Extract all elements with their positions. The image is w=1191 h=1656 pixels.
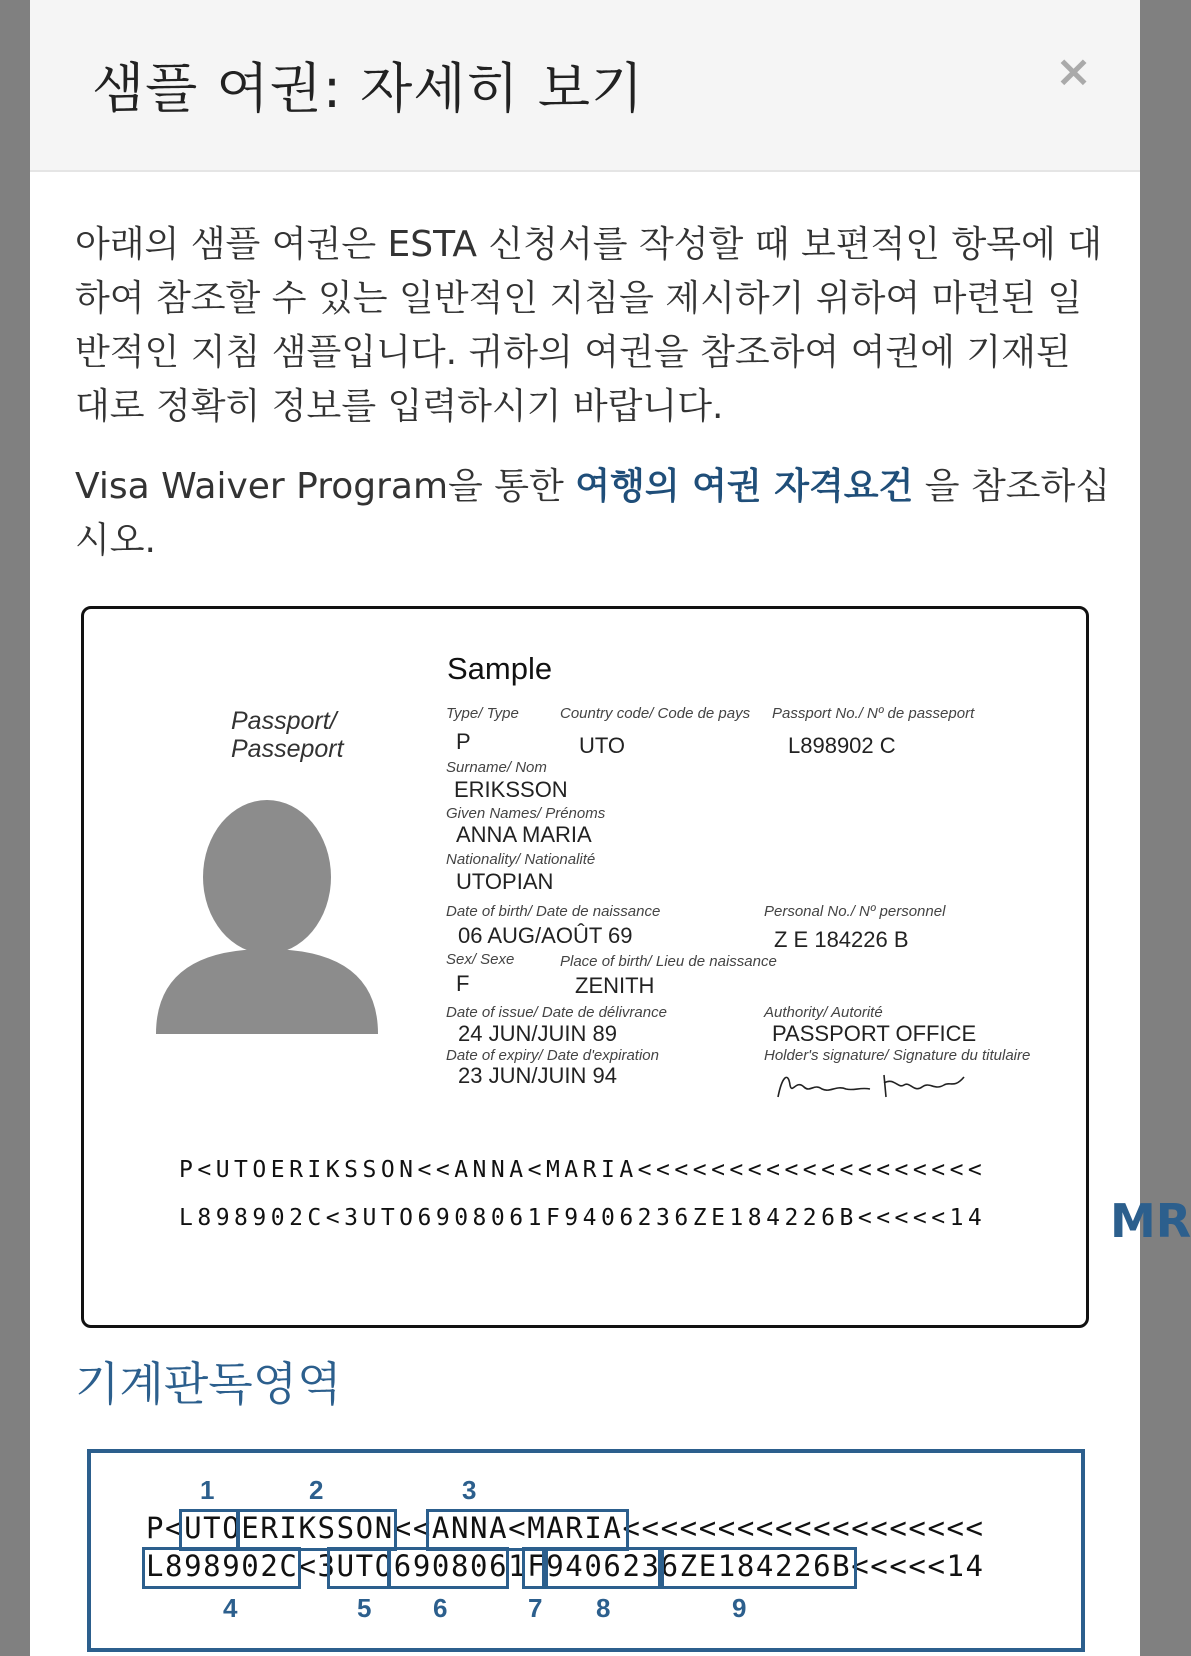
dob-label: Date of birth/ Date de naissance (446, 903, 661, 920)
passport-header-en: Passport/ (231, 707, 337, 735)
type-label: Type/ Type (446, 705, 519, 722)
mrz-callout-9: 9 (732, 1593, 747, 1623)
cut-off-side-label: MR (1110, 1194, 1191, 1248)
holder-signature (774, 1067, 974, 1103)
passport-header (231, 707, 344, 763)
personal-no-label: Personal No./ Nº personnel (764, 903, 946, 920)
type-value: P (456, 729, 471, 754)
passport-mrz-line-2: L898902C<3UTO6908061F9406236ZE184226B<<<<<14 (179, 1205, 987, 1231)
nationality-label: Nationality/ Nationalité (446, 851, 596, 868)
vwp-prefix: Visa Waiver Program을 통한 (75, 466, 576, 507)
photo-placeholder-icon (154, 799, 380, 1035)
mrz-diagram-line-2: L898902C<3UTO6908061F9406236ZE184226B<<<<<14 (146, 1549, 985, 1583)
pob-value: ZENITH (575, 973, 655, 998)
expiry-label: Date of expiry/ Date d'expiration (446, 1047, 659, 1064)
passport-no-label: Passport No./ Nº de passeport (772, 705, 975, 722)
mrz-callout-3: 3 (462, 1475, 477, 1505)
dob-value: 06 AUG/AOÛT 69 (458, 923, 633, 948)
sex-value: F (456, 971, 470, 996)
modal-header (30, 0, 1140, 172)
intro-text: 아래의 샘플 여권은 ESTA 신청서를 작성할 때 보편적인 항목에 대하여 참조할 수 있는 일반적인 지침을 제시하기 위하여 마련된 일반적인 지침 샘플입니다. 귀하의 여권을 참조하여 여권에 기재된 대로 정확히 정보를 입력하시기 바랍니다. (75, 224, 1103, 427)
mrz-box-nationality (327, 1547, 391, 1589)
personal-no-value: Z E 184226 B (774, 927, 909, 952)
surname-label: Surname/ Nom (446, 759, 547, 776)
sample-passport-modal (30, 0, 1140, 1656)
authority-label: Authority/ Autorité (764, 1004, 883, 1021)
modal-title: 샘플 여권: 자세히 보기 (92, 57, 645, 120)
sex-label: Sex/ Sexe (446, 951, 515, 968)
country-value: UTO (579, 733, 626, 758)
issue-label: Date of issue/ Date de délivrance (446, 1004, 667, 1021)
vwp-paragraph (75, 460, 1115, 568)
mrz-box-birth-date (387, 1547, 509, 1589)
pob-label: Place of birth/ Lieu de naissance (560, 953, 777, 970)
mrz-box-surname (236, 1509, 397, 1551)
given-names-label: Given Names/ Prénoms (446, 805, 606, 822)
mrz-callout-5: 5 (357, 1593, 372, 1623)
vwp-suffix: 을 참조하십시오. (75, 466, 1111, 561)
mrz-box-country (179, 1509, 240, 1551)
mrz-box-personal-no (658, 1547, 857, 1589)
nationality-value: UTOPIAN (456, 869, 554, 894)
mrz-box-given-names (426, 1509, 629, 1551)
passport-mrz-line-1: P<UTOERIKSSON<<ANNA<MARIA<<<<<<<<<<<<<<<<<<< (179, 1157, 987, 1183)
issue-value: 24 JUN/JUIN 89 (458, 1021, 617, 1046)
mrz-callout-1: 1 (200, 1475, 215, 1505)
mrz-callout-8: 8 (596, 1593, 611, 1623)
close-button[interactable]: × (1055, 46, 1092, 97)
sample-label: Sample (447, 651, 553, 686)
mrz-section-title: 기계판독영역 (75, 1357, 342, 1411)
passport-header-fr: Passeport (231, 735, 344, 763)
mrz-callout-7: 7 (528, 1593, 543, 1623)
mrz-box-passport-no (142, 1547, 301, 1589)
given-names-value: ANNA MARIA (456, 822, 592, 847)
mrz-callout-2: 2 (309, 1475, 324, 1505)
authority-value: PASSPORT OFFICE (772, 1021, 977, 1046)
country-label: Country code/ Code de pays (560, 705, 751, 722)
passport-requirements-link[interactable]: 여행의 여권 자격요건 (575, 466, 914, 507)
mrz-box-expiry-date (542, 1547, 664, 1589)
mrz-callout-6: 6 (433, 1593, 448, 1623)
signature-label: Holder's signature/ Signature du titulaire (764, 1047, 1031, 1064)
expiry-value: 23 JUN/JUIN 94 (458, 1063, 617, 1088)
sample-passport-image (81, 606, 1089, 1328)
mrz-callout-4: 4 (223, 1593, 238, 1623)
mrz-diagram-line-1: P<UTOERIKSSON<<ANNA<MARIA<<<<<<<<<<<<<<<<<<< (146, 1511, 985, 1545)
passport-no-value: L898902 C (788, 733, 896, 758)
mrz-diagram (87, 1449, 1085, 1652)
surname-value: ERIKSSON (454, 777, 568, 802)
